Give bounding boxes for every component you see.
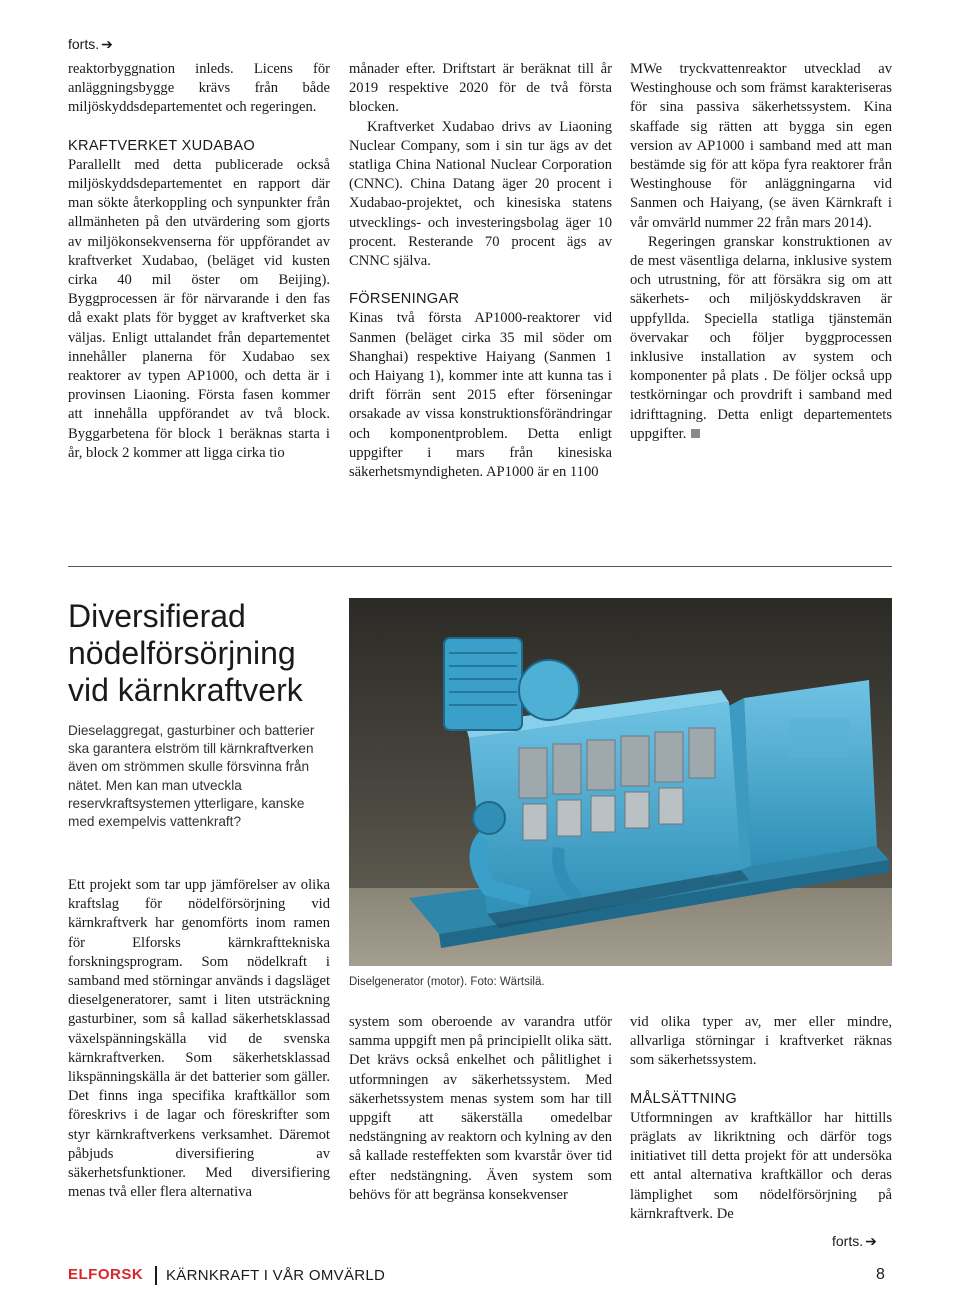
continued-from-label [68,36,113,53]
arrow-right-icon: ➔ [865,1233,877,1249]
article-title: Diversifierad nödelförsörjning vid kärnkraftverk [68,598,303,708]
end-of-article-mark [691,429,700,438]
article-column-2 [349,1013,612,1205]
paragraph: MWe tryckvattenreaktor utvecklad av Westinghouse och som främst karakteriseras för sina passiva säkerhetssystem. Kina skaffade sig rätten att bygga sin egen version av AP1000 i samband med att man bestämde sig för att köpa fyra reaktorer från Westinghouse för anläggningarna vid Sanmen och Haiyang, (se även Kärnkraft i vår omvärld nummer 22 från mars 2014). [630,61,892,231]
article-lede: Dieselaggregat, gasturbiner och batterier ska garantera elström till kärnkraftverken även om strömmen skulle försvinna från nätet. Men kan man utveckla reservkraftsystemen ytterligare, kanske med exempelvis vattenkraft? [68,723,315,830]
article-column-1 [68,876,330,1202]
paragraph: Kraftverket Xudabao drivs av Liaoning Nuclear Company, som i sin tur ägs av det statliga China National Nuclear Corporation (CNNC). China Datang äger 20 procent i Xudabao-projektet, och kinesiska statens utvecklings- och investeringsbolag äger 10 procent. Resterande 70 procent ägs av CNNC själva. [349,118,612,270]
forts-text: forts. [832,1233,864,1249]
diesel-generator-photo [349,598,892,966]
top-column-1 [68,60,330,463]
paragraph: Parallellt med detta publicerade också miljöskyddsdepartementet en rapport där man sökte återkoppling och synpunkter från allmänheten på den utvärdering som gjorts av miljökonsekvenserna för uppförandet av kraftverket Xudabao, (beläget vid kusten cirka 40 mil öster om Beijing). Byggprocessen är för närvarande i den fas då exakt plats för bygget av kraftverket ska väljas. Enligt uttalandet från departementet innehåller planerna för Xudabao sex reaktorer av typen AP1000, och detta är i provinsen Liaoning. Första fasen kommer att innehålla uppförandet av två block. Byggarbetena för block 1 beräknas starta i år, block 2 kommer att ligga cirka tio [68,156,330,461]
paragraph: vid olika typer av, mer eller mindre, allvarliga störningar i kraftverket räknas som säkerhetssystem. [630,1014,892,1069]
forts-text: forts. [68,36,100,52]
paragraph-with-endmark [630,233,892,444]
paragraph: Utformningen av kraftkällor har hittills präglats av likriktning och därför togs initiativet till detta projekt för att undersöka ett antal alternativa kraftkällor och deras lämplighet som nödelförsörjning på kärnkraftverk. De [630,1109,892,1222]
continued-on-label [832,1233,877,1250]
paragraph: Ett projekt som tar upp jämförelser av olika kraftslag för nödelförsörjning vid kärnkraftverk har genomförts inom ramen för Elforsks kärnkrafttekniska forskningsprogram. Som nödelkraft i samband med störningar används i dagsläget dieselgeneratorer, samt i liten utsträckning gasturbiner, som så kallad säkerhetsklassad växelspänningskälla vid de svenska kärnkraftverken. Som säkerhetsklassad likspänningskälla är det batterier som gäller. Det finns inga specifika kraftkällor som föreskrivs i de lagar och föreskrifter som styr kärnkraftverkens verksamhet. Däremot påbjuds diversifiering av säkerhetsfunktioner. Med diversifiering menas två eller flera alternativa [68,877,330,1201]
paragraph: Kinas två första AP1000-reaktorer vid Sanmen (beläget cirka 35 mil söder om Shanghai) respektive Haiyang (Sanmen 1 och Haiyang 1), kommer inte att kunna tas i drift förrän sent 2015 efter förseningar orsakade av vissa konstruktionsförändringar och komponentproblem. Detta enligt uppgifter i mars från kinesiska säkerhetsmyndigheten. AP1000 är en 1100 [349,310,612,481]
paragraph: Regeringen granskar konstruktionen av de mest väsentliga delarna, inklusive system och utrustning, för att försäkra sig om att säkerhets- och miljöskyddskraven är uppfyllda. Speciella statliga tjänstemän övervakar och följer byggprocessen inklusive installation av system och komponenter på plats . De följer också upp testkörningar och provdrift i samband med idrifttagning. Detta enligt departementets uppgifter. [630,233,892,442]
section-heading-xudabao: KRAFTVERKET XUDABAO [68,137,256,154]
article-column-3 [630,1013,892,1224]
publication-title: KÄRNKRAFT I VÅR OMVÄRLD [166,1267,386,1284]
paragraph: reaktorbyggnation inleds. Licens för anläggningsbygge krävs från både miljöskyddsdepartementet och regeringen. [68,61,330,116]
section-heading-forseningar: FÖRSENINGAR [349,291,460,308]
photo-caption: Diselgenerator (motor). Foto: Wärtsilä. [349,976,545,988]
elforsk-logo: ELFORSK [68,1266,144,1283]
section-heading-malsattning: MÅLSÄTTNING [630,1090,738,1107]
page-number: 8 [876,1266,885,1283]
paragraph: system som oberoende av varandra utför samma uppgift men på principiellt olika sätt. Det krävs också enkelhet och pålitlighet i utformningen av säkerhetssystem. Med säkerhetssystem menas system som har till uppgift att säkerställa omedelbar nedstängning av reaktorn och kylning av den så kallade resteffekten som kvarstår över tid efter nedstängning. Även system som behövs för att begränsa konsekvenser [349,1014,612,1203]
arrow-right-icon: ➔ [101,36,113,52]
paragraph: månader efter. Driftstart är beräknat till år 2019 respektive 2020 för de två första blocken. [349,61,612,116]
top-column-3 [630,60,892,444]
section-divider [68,566,892,567]
footer-divider [155,1266,157,1285]
top-column-2 [349,60,612,482]
